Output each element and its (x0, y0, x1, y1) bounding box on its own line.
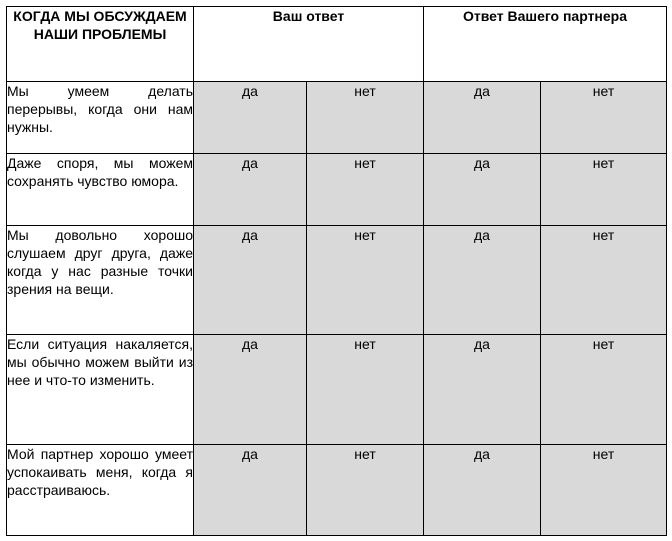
question-text: Мой партнер хорошо умеет успокаивать меня, когда я расстраиваюсь. (7, 445, 194, 536)
header-row (7, 7, 667, 82)
your-no-option[interactable]: нет (307, 226, 424, 335)
your-no-option[interactable]: нет (307, 445, 424, 536)
partner-answer-header: Ответ Вашего партнера (424, 7, 667, 82)
your-answer-header: Ваш ответ (194, 7, 424, 82)
question-text: Мы довольно хорошо слушаем друг друга, даже когда у нас разные точки зрения на вещи. (7, 226, 194, 335)
your-yes-option[interactable]: да (194, 226, 307, 335)
question-row (7, 226, 667, 335)
your-no-option[interactable]: нет (307, 335, 424, 445)
your-yes-option[interactable]: да (194, 154, 307, 226)
partner-yes-option[interactable]: да (424, 226, 541, 335)
your-no-option[interactable]: нет (307, 82, 424, 154)
question-row (7, 154, 667, 226)
your-no-option[interactable]: нет (307, 154, 424, 226)
your-yes-option[interactable]: да (194, 445, 307, 536)
question-row (7, 445, 667, 536)
partner-yes-option[interactable]: да (424, 154, 541, 226)
partner-no-option[interactable]: нет (541, 82, 667, 154)
partner-yes-option[interactable]: да (424, 445, 541, 536)
survey-table (6, 6, 667, 536)
partner-no-option[interactable]: нет (541, 445, 667, 536)
partner-no-option[interactable]: нет (541, 154, 667, 226)
partner-yes-option[interactable]: да (424, 82, 541, 154)
question-text: Мы умеем делать перерывы, когда они нам нужны. (7, 82, 194, 154)
partner-no-option[interactable]: нет (541, 226, 667, 335)
question-row (7, 335, 667, 445)
topic-header: КОГДА МЫ ОБСУЖДАЕМ НАШИ ПРОБЛЕМЫ (7, 7, 194, 82)
question-row (7, 82, 667, 154)
question-text: Даже споря, мы можем сохранять чувство юмора. (7, 154, 194, 226)
your-yes-option[interactable]: да (194, 335, 307, 445)
partner-yes-option[interactable]: да (424, 335, 541, 445)
partner-no-option[interactable]: нет (541, 335, 667, 445)
question-text: Если ситуация накаляется, мы обычно можем выйти из нее и что-то изменить. (7, 335, 194, 445)
your-yes-option[interactable]: да (194, 82, 307, 154)
